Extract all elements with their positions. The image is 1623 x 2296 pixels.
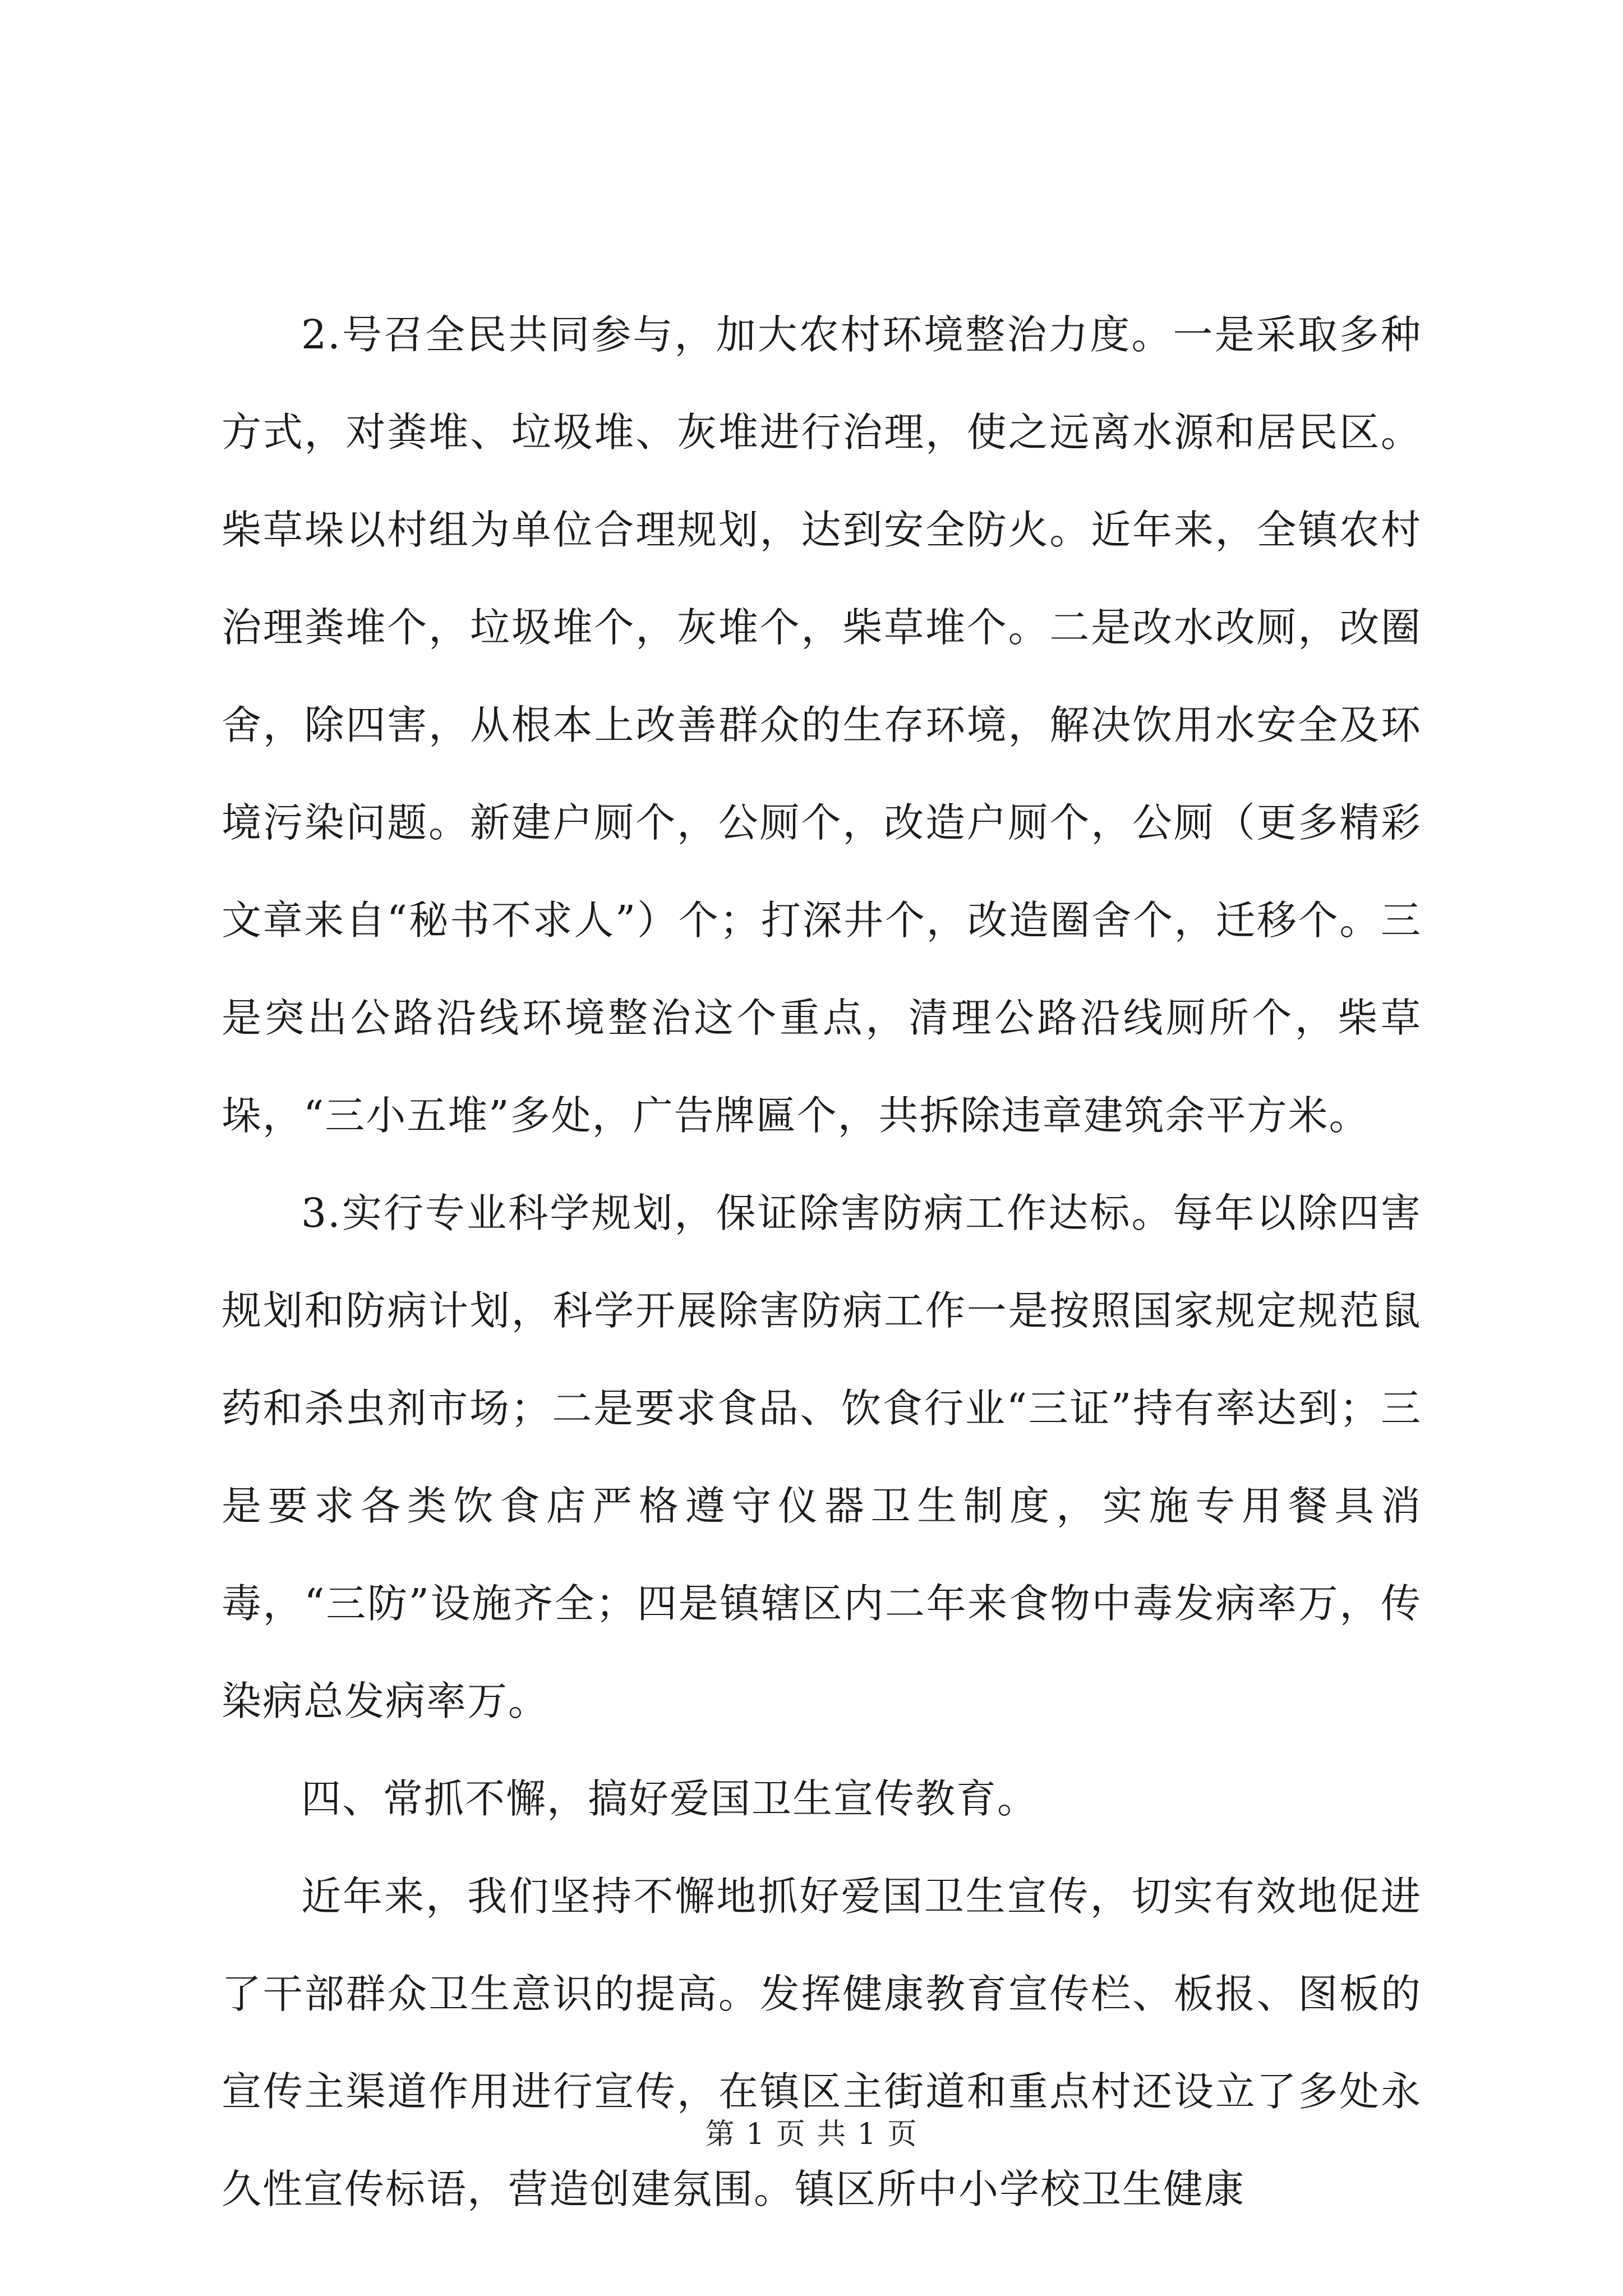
paragraph-health-publicity: 近年来，我们坚持不懈地抓好爱国卫生宣传，切实有效地促进了干部群众卫生意识的提高。发挥健康教育宣传栏、板报、图板的宣传主渠道作用进行宣传，在镇区主街道和重点村还设立了多处永久性宣传标语，营造创建氛围。镇区所中小学校卫生健康 (222, 1873, 1422, 2212)
section-heading-health-education: 四、常抓不懈，搞好爱国卫生宣传教育。 (301, 1775, 1039, 1822)
page-number-footer: 第 1 页 共 1 页 (705, 2118, 918, 2151)
paragraph-pest-control: 3.实行专业科学规划，保证除害防病工作达标。每年以除四害规划和防病计划，科学开展除害防病工作一是按照国家规定规范鼠药和杀虫剂市场；二是要求食品、饮食行业“三证”持有率达到；三是要求各类饮食店严格遵守仪器卫生制度，实施专用餐具消毒，“三防”设施齐全；四是镇辖区内二年来食物中毒发病率万，传染病总发病率万。 (222, 1190, 1422, 1724)
paragraph-rural-environment: 2.号召全民共同参与，加大农村环境整治力度。一是采取多种方式，对粪堆、垃圾堆、灰堆进行治理，使之远离水源和居民区。柴草垛以村组为单位合理规划，达到安全防火。近年来，全镇农村治理粪堆个，垃圾堆个，灰堆个，柴草堆个。二是改水改厕，改圈舍，除四害，从根本上改善群众的生存环境，解决饮用水安全及环境污染问题。新建户厕个，公厕个，改造户厕个，公厕（更多精彩文章来自“秘书不求人”）个；打深井个，改造圈舍个，迁移个。三是突出公路沿线环境整治这个重点，清理公路沿线厕所个，柴草垛，“三小五堆”多处，广告牌匾个，共拆除违章建筑余平方米。 (222, 311, 1422, 1139)
document-body (222, 286, 1422, 2238)
